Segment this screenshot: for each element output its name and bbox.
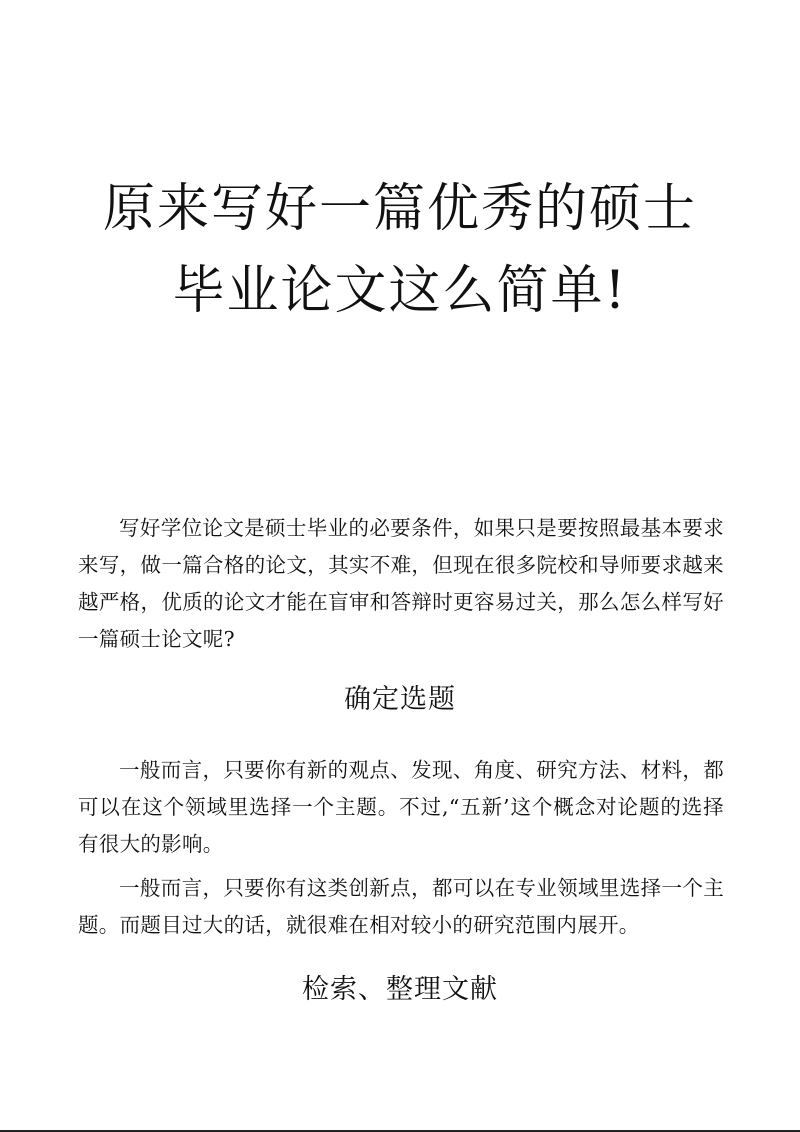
page-title: [0, 168, 800, 332]
section-heading-literature: 检索、整理文献: [302, 974, 498, 1005]
title-line-2: 毕业论文这么简单!: [172, 261, 628, 321]
section1-paragraph-1: 一般而言，只要你有新的观点、发现、角度、研究方法、材料，都可以在这个领域里选择一个主题。不过,“五新’这个概念对论题的选择有很大的影响。: [78, 758, 724, 856]
section1-paragraph-2: 一般而言，只要你有这类创新点，都可以在专业领域里选择一个主题。而题目过大的话，就很难在相对较小的研究范围内展开。: [78, 876, 724, 937]
title-line-1: 原来写好一篇优秀的硕士: [102, 179, 697, 239]
intro-paragraph: 写好学位论文是硕士毕业的必要条件，如果只是要按照最基本要求来写，做一篇合格的论文，其实不难，但现在很多院校和导师要求越来越严格，优质的论文才能在盲审和答辩时更容易过关，那么怎么样写好一篇硕士论文呢?: [78, 516, 724, 651]
section-heading-topic: 确定选题: [344, 684, 456, 715]
